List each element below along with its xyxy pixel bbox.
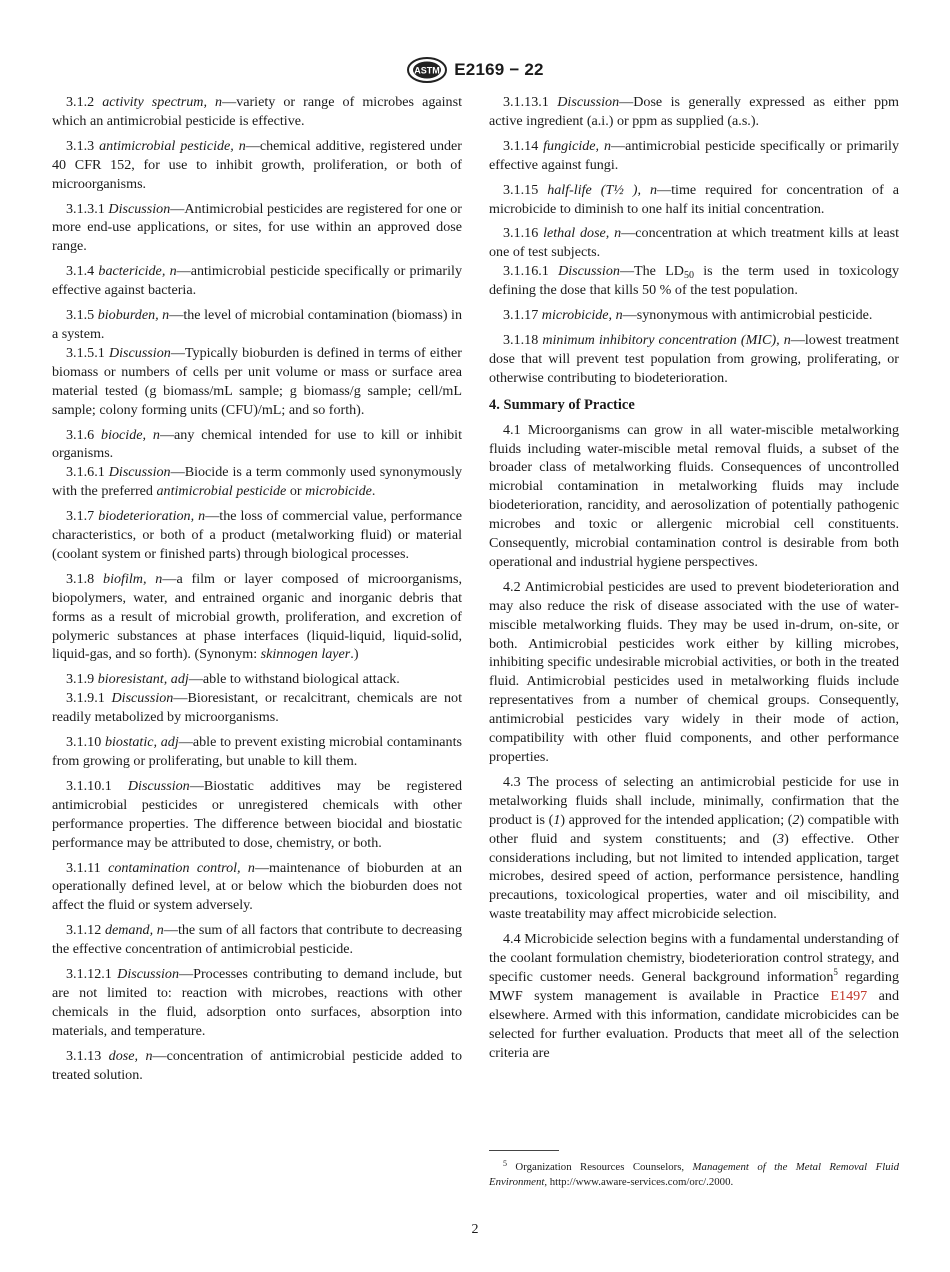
- definition-3-1-3: 3.1.3 antimicrobial pesticide, n—chemical additive, registered under 40 CFR 152, for use to inhibit growth, proliferation, or both of microorganisms.: [52, 137, 462, 192]
- paragraph-4-4: 4.4 Microbicide selection begins with a fundamental understanding of the coolant formulation chemistry, biodeterioration control strategy, and specific customer needs. General background information$^5$ regarding MWF system management is available in Practice E1497 and elsewhere. Armed with this information, candidate microbicides can be selected for further evaluation. Products that meet all of the selection criteria are: [489, 931, 899, 1061]
- footnote-5: $^5$ Organization Resources Counselors, Management of the Metal Removal Fluid Environment, http://www.aware-services.com/orc/.2000.: [489, 1159, 899, 1188]
- page-number: 2: [471, 1222, 479, 1237]
- discussion-3-1-10-1: 3.1.10.1 Discussion—Biostatic additives may be registered antimicrobial pesticides or unregistered chemicals with other performance properties. The difference between biocidal and biostatic performance may be attributed to dose, chemistry, or both.: [52, 777, 463, 851]
- definition-3-1-7: 3.1.7 biodeterioration, n—the loss of commercial value, performance characteristics, or both of a product (metalworking fluid) or material (coolant system or finished parts) through biological processes.: [52, 508, 463, 562]
- definition-3-1-8: 3.1.8 biofilm, n—a film or layer composed of microorganisms, biopolymers, water, and entrained organic and inorganic debris that forms as a result of microbial growth, proliferation, and excretion of polymeric substances at phase interfaces (liquid-liquid, liquid-solid, liquid-gas, and so forth). (Synonym: skinnogen layer.): [52, 570, 462, 663]
- discussion-3-1-3-1: 3.1.3.1 Discussion—Antimicrobial pesticides are registered for one or more end-use applications, or sites, for use within an approved dose range.: [52, 200, 462, 255]
- footnote-ref-5[interactable]: 5: [833, 966, 838, 977]
- astm-logo-icon: [406, 57, 448, 83]
- right-column: [489, 93, 899, 1069]
- definition-3-1-10: 3.1.10 biostatic, adj—able to prevent existing microbial contaminants from growing or proliferating, but unable to kill them.: [52, 734, 462, 769]
- left-column: [52, 93, 462, 1091]
- definition-3-1-17: 3.1.17 microbicide, n—synonymous with antimicrobial pesticide.: [503, 307, 873, 324]
- standard-designation: E2169 − 22: [454, 60, 544, 79]
- discussion-3-1-12-1: 3.1.12.1 Discussion—Processes contributing to demand include, but are not limited to: reaction with microbes, reactions with other chemicals in the fluid, adsorption onto surfaces, absorption into materials, and temperature.: [52, 966, 462, 1039]
- paragraph-4-2: 4.2 Antimicrobial pesticides are used to prevent biodeterioration and may also reduce the risk of disease associated with the use of water-miscible metalworking fluids. They may be used in-drum, on-site, or both. Antimicrobial pesticides work either by killing microbes, inhibiting specific undesirable microbial activities, or both in the treated fluid. Antimicrobial pesticides used in metalworking fluids include representatives from a number of chemical groups. Consequently, antimicrobial pesticides vary widely in their mode of action, compatibility with other fluid components, and other performance properties.: [489, 578, 899, 765]
- definition-3-1-5: 3.1.5 bioburden, n—the level of microbial contamination (biomass) in a system.: [52, 307, 462, 342]
- definition-3-1-6: 3.1.6 biocide, n—any chemical intended for use to kill or inhibit organisms.: [52, 426, 463, 462]
- discussion-3-1-9-1: 3.1.9.1 Discussion—Bioresistant, or recalcitrant, chemicals are not readily metabolized by microorganisms.: [52, 690, 462, 726]
- definition-3-1-15: 3.1.15 half-life (T½ ), n—time required for concentration of a microbicide to diminish to one half its initial concentration.: [489, 181, 899, 217]
- definition-3-1-12: 3.1.12 demand, n—the sum of all factors that contribute to decreasing the effective concentration of antimicrobial pesticide.: [52, 922, 462, 958]
- discussion-3-1-13-1: 3.1.13.1 Discussion—Dose is generally expressed as either ppm active ingredient (a.i.) or ppm as supplied (a.s.).: [489, 94, 900, 129]
- definition-3-1-14: 3.1.14 fungicide, n—antimicrobial pesticide specifically or primarily effective against fungi.: [489, 137, 899, 173]
- paragraph-4-1: 4.1 Microorganisms can grow in all water-miscible metalworking fluids including water-miscible metal removal fluids, a subset of the broader class of metalworking fluids. Consequences of uncontrolled microbial contamination in metalworking fluids may include biodeterioration, rancidity, and aerosolization of potentially pathogenic microbes and toxic or allergenic microbial cell constituents. Consequently, microbial contamination control is desirable from both operational and industrial hygiene perspectives.: [489, 421, 899, 570]
- definition-3-1-18: 3.1.18 minimum inhibitory concentration (MIC), n—lowest treatment dose that will prevent test population from growing, proliferating, or otherwise contributing to biodeterioration.: [489, 331, 899, 386]
- discussion-3-1-16-1: 3.1.16.1 Discussion—The $LD_{50}$ is the term used in toxicology defining the dose that kills 50 % of the test population.: [489, 263, 899, 299]
- definition-3-1-9: 3.1.9 bioresistant, adj—able to withstand biological attack.: [66, 671, 400, 688]
- discussion-3-1-6-1: 3.1.6.1 Discussion—Biocide is a term commonly used synonymously with the preferred antimicrobial pesticide or microbicide.: [52, 464, 462, 500]
- definition-3-1-4: 3.1.4 bactericide, n—antimicrobial pesticide specifically or primarily effective against bacteria.: [52, 263, 462, 299]
- definition-3-1-16: 3.1.16 lethal dose, n—concentration at which treatment kills at least one of test subjects.: [489, 225, 899, 261]
- svg-text:ASTM: ASTM: [414, 65, 441, 76]
- footnote-divider: [489, 1150, 559, 1151]
- paragraph-4-3: 4.3 The process of selecting an antimicrobial pesticide for use in metalworking fluids shall include, minimally, confirmation that the product is (1) approved for the intended application; (2) compatible with other fluid and system constituents; and (3) effective. Other considerations including, but not limited to intended application, target microbes, desired speed of action, performance persistence, handling precautions, toxicological properties, water and oil miscibility, and waste treatability may affect microbicide selection.: [489, 773, 899, 923]
- section-heading-summary: 4. Summary of Practice: [489, 396, 635, 413]
- discussion-3-1-5-1: 3.1.5.1 Discussion—Typically bioburden is defined in terms of either biomass or numbers of cells per unit volume or mass or surface area material tested (g biomass/mL sample; g biomass/g sample; cell/mL sample; colony forming units (CFU)/mL; and so forth).: [52, 344, 462, 418]
- definition-3-1-11: 3.1.11 contamination control, n—maintenance of bioburden at an operationally defined level, at or below which the bioburden does not affect the fluid or system adversely.: [52, 859, 462, 914]
- page-header: [0, 57, 950, 83]
- practice-e1497-link[interactable]: E1497: [830, 987, 868, 1004]
- definition-3-1-2: 3.1.2 activity spectrum, n—variety or range of microbes against which an antimicrobial pesticide is effective.: [52, 94, 462, 129]
- definition-3-1-13: 3.1.13 dose, n—concentration of antimicrobial pesticide added to treated solution.: [52, 1047, 462, 1083]
